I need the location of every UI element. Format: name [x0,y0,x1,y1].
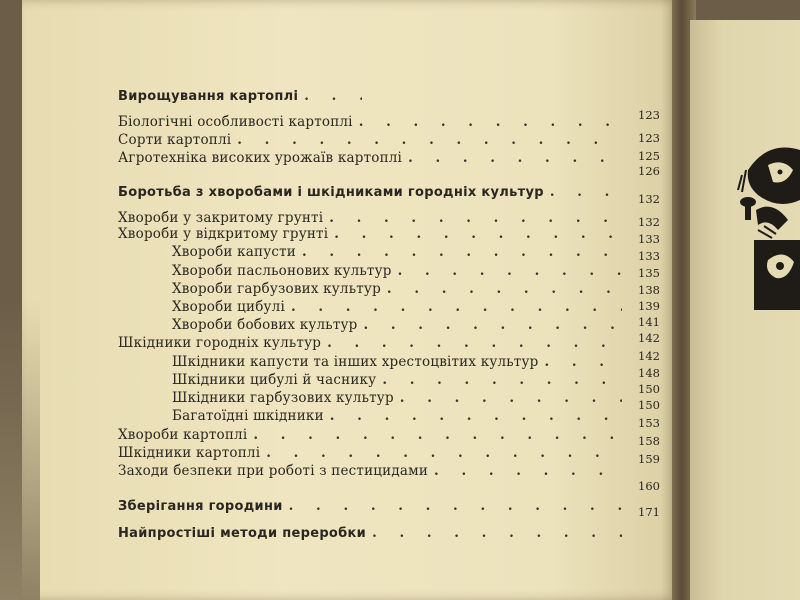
toc-subentry: Хвороби гарбузових культур . . . [172,281,628,299]
page-number: 142 [638,349,660,363]
page-number: 141 [638,315,660,329]
page-number: 150 [638,398,660,412]
toc-entry: Хвороби картоплі . . . [118,427,628,445]
page-edge-shadow [0,300,40,600]
page-number: 139 [638,299,660,313]
toc-entry: Шкідники городніх культур . . . [118,335,628,353]
toc-entry: Агротехніка високих урожаїв картоплі . . . [118,150,628,168]
toc-entry: Сорти картоплі . . . [118,132,628,150]
toc-subentry: Хвороби цибулі . . . [172,299,628,317]
toc-entry: Хвороби у відкритому грунті . . . [118,226,628,244]
page-number: 148 [638,366,660,380]
page-number: 132 [638,215,660,229]
toc-entry: Біологічні особливості картоплі . . . [118,114,628,132]
page-number: 135 [638,266,660,280]
toc-entry-processing-methods: Найпростіші методи переробки . . . [118,525,628,543]
toc-entry: Хвороби у закритому грунті . . . [118,210,628,228]
toc-subentry: Хвороби бобових культур . . . [172,317,628,335]
page-number: 160 [638,479,660,493]
page-number: 123 [638,108,660,122]
page-number: 133 [638,249,660,263]
page-number: 142 [638,331,660,345]
page-number: 132 [638,192,660,206]
page-number: 125 [638,149,660,163]
page-number: 159 [638,452,660,466]
toc-subentry: Багатоїдні шкідники . . . [172,408,628,426]
toc-entry: Шкідники картоплі . . . [118,445,628,463]
toc-subentry: Хвороби капусти . . . [172,244,628,262]
page-number: 171 [638,505,660,519]
page-number: 126 [638,164,660,178]
toc-subentry: Шкідники цибулі й часнику . . . [172,372,628,390]
page-number: 138 [638,283,660,297]
page-number: 158 [638,434,660,448]
page-number: 153 [638,416,660,430]
toc-subentry: Хвороби пасльонових культур . . . [172,263,628,281]
toc-entry-vegetable-storage: Зберігання городини . . . [118,498,628,516]
page-number: 123 [638,131,660,145]
page-number: 150 [638,382,660,396]
toc-subentry: Шкідники капусти та інших хрестоцвітих культур . . . [172,354,628,372]
page-number: 133 [638,232,660,246]
toc-entry: Заходи безпеки при роботі з пестицидами . . . [118,463,628,481]
toc-subentry: Шкідники гарбузових культур . . . [172,390,628,408]
toc-entry-disease-pest-control: Боротьба з хворобами і шкідниками городніх культур . . . [118,184,628,202]
cartoon-figure-illustration [728,130,800,330]
toc-entry-potato-growing: Вирощування картоплі . . . [118,88,368,106]
